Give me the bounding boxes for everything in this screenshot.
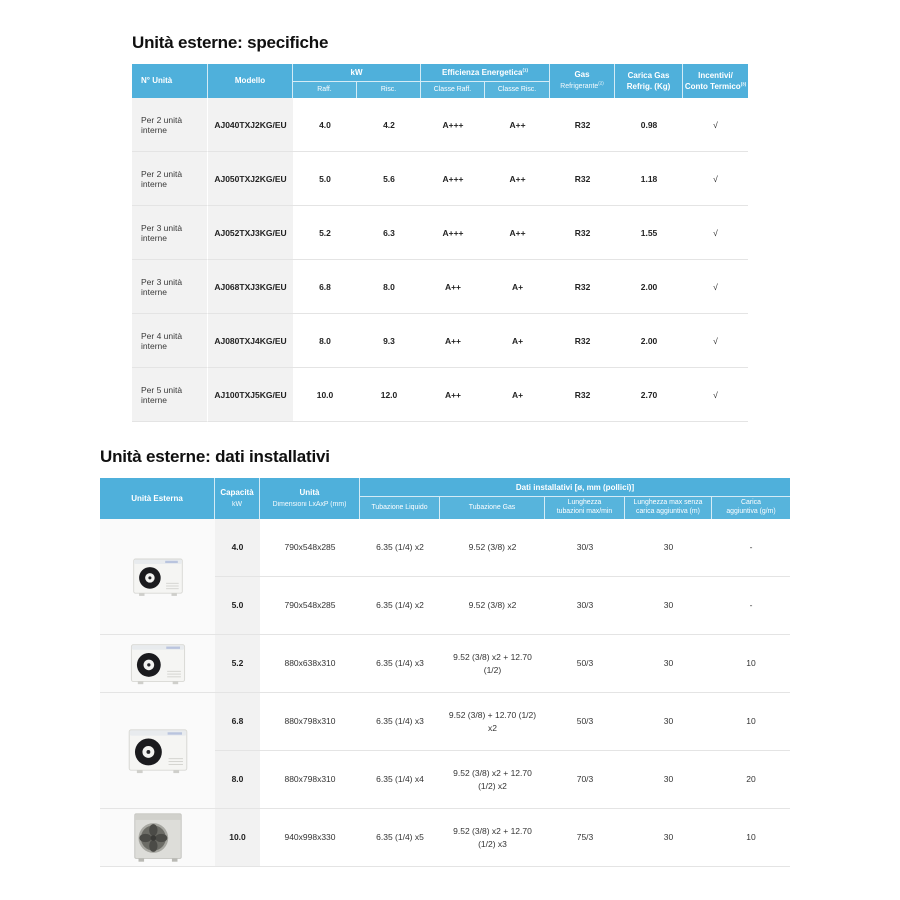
cell-lunghezza-max: 30: [625, 751, 712, 809]
header-raff: Raff.: [293, 81, 357, 98]
footnote-marker-1: (1): [522, 66, 528, 72]
footnote-marker-3: (3): [740, 80, 747, 86]
cell-tubazione-gas: 9.52 (3/8) + 12.70 (1/2) x2: [440, 693, 545, 751]
cell-carica-aggiuntiva: 10: [712, 693, 790, 751]
header-incentivi: [683, 64, 748, 98]
cell-tubazione-gas: 9.52 (3/8) x2 + 12.70 (1/2) x2: [440, 751, 545, 809]
cell-modello: AJ080TXJ4KG/EU: [208, 314, 293, 368]
header-n-unita: N° Unità: [132, 64, 208, 98]
cell-capacita: 10.0: [215, 809, 260, 867]
header-carica-gas: [615, 64, 683, 98]
cell-lunghezza-max: 30: [625, 693, 712, 751]
header-incentivi-line1: Incentivi/: [698, 70, 733, 80]
cell-modello: AJ100TXJ5KG/EU: [208, 368, 293, 422]
cell-modello: AJ052TXJ3KG/EU: [208, 206, 293, 260]
spec-table-body: [132, 98, 748, 422]
header-tubazione-gas: Tubazione Gas: [440, 497, 545, 519]
cell-risc: 5.6: [357, 152, 421, 206]
cell-classe-raff: A+++: [421, 206, 485, 260]
cell-lunghezza-tubazioni: 30/3: [545, 577, 625, 635]
cell-carica-aggiuntiva: 20: [712, 751, 790, 809]
header-carica-line1: Carica Gas: [627, 70, 670, 80]
cell-tubazione-gas: 9.52 (3/8) x2: [440, 519, 545, 577]
header-carica-line2: Refrig. (Kg): [626, 81, 671, 91]
cell-gas: R32: [550, 98, 615, 152]
cell-classe-raff: A+++: [421, 152, 485, 206]
cell-n-unita: Per 3 unità interne: [132, 260, 208, 314]
header-incentivi-stack: [683, 64, 748, 98]
table-row: [100, 635, 790, 693]
table-row: [100, 809, 790, 867]
header-classe-risc: Classe Risc.: [485, 81, 550, 98]
cell-dimensioni: 940x998x330: [260, 809, 360, 867]
cell-classe-risc: A++: [485, 206, 550, 260]
cell-classe-raff: A++: [421, 260, 485, 314]
header-kw: kW: [293, 64, 421, 81]
section-dati-installativi: [100, 447, 790, 867]
cell-carica-aggiuntiva: 10: [712, 635, 790, 693]
check-icon: √: [683, 368, 748, 422]
header-modello: Modello: [208, 64, 293, 98]
cell-tubazione-liquido: 6.35 (1/4) x3: [360, 693, 440, 751]
header-capacita-label: Capacità: [220, 487, 254, 497]
cell-lunghezza-max: 30: [625, 635, 712, 693]
cell-capacita: 6.8: [215, 693, 260, 751]
cell-classe-raff: A++: [421, 368, 485, 422]
cell-classe-risc: A+: [485, 314, 550, 368]
incentivi-text: Conto Termico: [684, 81, 741, 91]
outdoor-unit-large-svg: [127, 727, 189, 775]
cell-n-unita: Per 4 unità interne: [132, 314, 208, 368]
header-efficienza: [421, 64, 550, 81]
header-dati-group-label: Dati installativi [ø, mm (pollici)]: [515, 482, 635, 492]
cell-tubazione-liquido: 6.35 (1/4) x2: [360, 519, 440, 577]
cell-carica: 2.00: [615, 314, 683, 368]
cell-tubazione-gas: 9.52 (3/8) x2 + 12.70 (1/2): [440, 635, 545, 693]
header-gas-label: Gas: [574, 70, 590, 80]
outdoor-unit-image-xl: [100, 809, 215, 867]
check-icon: √: [683, 206, 748, 260]
outdoor-unit-image-small: [100, 519, 215, 635]
cell-modello: AJ040TXJ2KG/EU: [208, 98, 293, 152]
cell-carica-aggiuntiva: -: [712, 577, 790, 635]
cell-risc: 4.2: [357, 98, 421, 152]
outdoor-unit-image-large: [100, 693, 215, 809]
install-table-body: [100, 519, 790, 867]
cell-raff: 5.2: [293, 206, 357, 260]
cell-raff: 8.0: [293, 314, 357, 368]
header-capacita: [215, 478, 260, 519]
cell-risc: 6.3: [357, 206, 421, 260]
cell-dimensioni: 880x798x310: [260, 693, 360, 751]
table-row: [132, 206, 748, 260]
cell-classe-raff: A+++: [421, 98, 485, 152]
header-capacita-sub: kW: [232, 500, 242, 508]
cell-gas: R32: [550, 152, 615, 206]
cell-carica: 1.18: [615, 152, 683, 206]
check-icon: √: [683, 260, 748, 314]
cell-gas: R32: [550, 206, 615, 260]
header-unita-label: Unità: [299, 487, 320, 497]
install-table: [100, 478, 790, 867]
cell-capacita: 8.0: [215, 751, 260, 809]
cell-classe-risc: A+: [485, 260, 550, 314]
cell-carica: 1.55: [615, 206, 683, 260]
header-lunghezza-tubazioni: Lunghezza tubazioni max/min: [545, 497, 625, 519]
cell-lunghezza-max: 30: [625, 577, 712, 635]
cell-raff: 6.8: [293, 260, 357, 314]
header-efficienza-label: Efficienza Energetica: [442, 67, 523, 77]
refrigerante-text: Refrigerante: [560, 83, 599, 91]
outdoor-unit-medium-svg: [129, 642, 187, 686]
cell-carica: 2.70: [615, 368, 683, 422]
header-unita-stack: [260, 478, 359, 519]
header-dati-group: [360, 478, 790, 497]
cell-lunghezza-tubazioni: 30/3: [545, 519, 625, 577]
header-carica-stack: [615, 64, 682, 98]
check-icon: √: [683, 314, 748, 368]
cell-lunghezza-tubazioni: 70/3: [545, 751, 625, 809]
cell-dimensioni: 790x548x285: [260, 577, 360, 635]
cell-dimensioni: 880x638x310: [260, 635, 360, 693]
check-icon: √: [683, 152, 748, 206]
outdoor-unit-small-svg: [131, 555, 185, 599]
cell-modello: AJ068TXJ3KG/EU: [208, 260, 293, 314]
section-title-dati-installativi: Unità esterne: dati installativi: [100, 447, 330, 466]
header-unita-dimensioni: [260, 478, 360, 519]
header-carica-aggiuntiva: Carica aggiuntiva (g/m): [712, 497, 790, 519]
header-unita-sub: Dimensioni LxAxP (mm): [272, 500, 347, 508]
cell-lunghezza-max: 30: [625, 809, 712, 867]
cell-risc: 12.0: [357, 368, 421, 422]
spec-table-header: [132, 64, 748, 98]
cell-capacita: 4.0: [215, 519, 260, 577]
cell-gas: R32: [550, 314, 615, 368]
header-gas: [550, 64, 615, 98]
cell-lunghezza-tubazioni: 50/3: [545, 635, 625, 693]
cell-raff: 10.0: [293, 368, 357, 422]
cell-carica: 0.98: [615, 98, 683, 152]
header-classe-raff: Classe Raff.: [421, 81, 485, 98]
footnote-marker-2: (2): [598, 80, 604, 86]
cell-tubazione-liquido: 6.35 (1/4) x3: [360, 635, 440, 693]
section-specifiche: [132, 33, 748, 422]
cell-tubazione-liquido: 6.35 (1/4) x4: [360, 751, 440, 809]
table-row: [100, 693, 790, 751]
header-incentivi-line2: [683, 82, 748, 92]
outdoor-unit-image-medium: [100, 635, 215, 693]
cell-classe-risc: A+: [485, 368, 550, 422]
header-capacita-stack: [215, 478, 259, 519]
cell-classe-risc: A++: [485, 98, 550, 152]
header-risc: Risc.: [357, 81, 421, 98]
section-title-specifiche: Unità esterne: specifiche: [132, 33, 329, 52]
table-row: [132, 314, 748, 368]
cell-dimensioni: 790x548x285: [260, 519, 360, 577]
header-tubazione-liquido: Tubazione Liquido: [360, 497, 440, 519]
cell-gas: R32: [550, 368, 615, 422]
cell-tubazione-gas: 9.52 (3/8) x2 + 12.70 (1/2) x3: [440, 809, 545, 867]
spec-table: [132, 64, 748, 422]
cell-n-unita: Per 2 unità interne: [132, 152, 208, 206]
cell-n-unita: Per 2 unità interne: [132, 98, 208, 152]
cell-tubazione-liquido: 6.35 (1/4) x2: [360, 577, 440, 635]
table-row: [132, 98, 748, 152]
cell-lunghezza-max: 30: [625, 519, 712, 577]
table-row: [132, 260, 748, 314]
table-row: [132, 152, 748, 206]
cell-capacita: 5.0: [215, 577, 260, 635]
cell-n-unita: Per 5 unità interne: [132, 368, 208, 422]
cell-risc: 9.3: [357, 314, 421, 368]
cell-classe-risc: A++: [485, 152, 550, 206]
header-refrigerante-label: [550, 80, 614, 92]
header-gas-stack: [550, 64, 614, 98]
cell-raff: 4.0: [293, 98, 357, 152]
cell-tubazione-liquido: 6.35 (1/4) x5: [360, 809, 440, 867]
header-lunghezza-max: Lunghezza max senza carica aggiuntiva (m): [625, 497, 712, 519]
cell-risc: 8.0: [357, 260, 421, 314]
table-row: [100, 519, 790, 577]
cell-lunghezza-tubazioni: 50/3: [545, 693, 625, 751]
cell-classe-raff: A++: [421, 314, 485, 368]
cell-carica-aggiuntiva: -: [712, 519, 790, 577]
cell-capacita: 5.2: [215, 635, 260, 693]
outdoor-unit-xl-svg: [130, 812, 186, 864]
cell-dimensioni: 880x798x310: [260, 751, 360, 809]
cell-raff: 5.0: [293, 152, 357, 206]
install-table-header: [100, 478, 790, 519]
check-icon: √: [683, 98, 748, 152]
table-row: [132, 368, 748, 422]
cell-lunghezza-tubazioni: 75/3: [545, 809, 625, 867]
cell-carica: 2.00: [615, 260, 683, 314]
cell-tubazione-gas: 9.52 (3/8) x2: [440, 577, 545, 635]
cell-gas: R32: [550, 260, 615, 314]
cell-n-unita: Per 3 unità interne: [132, 206, 208, 260]
header-unita-esterna: Unità Esterna: [100, 478, 215, 519]
cell-carica-aggiuntiva: 10: [712, 809, 790, 867]
cell-modello: AJ050TXJ2KG/EU: [208, 152, 293, 206]
